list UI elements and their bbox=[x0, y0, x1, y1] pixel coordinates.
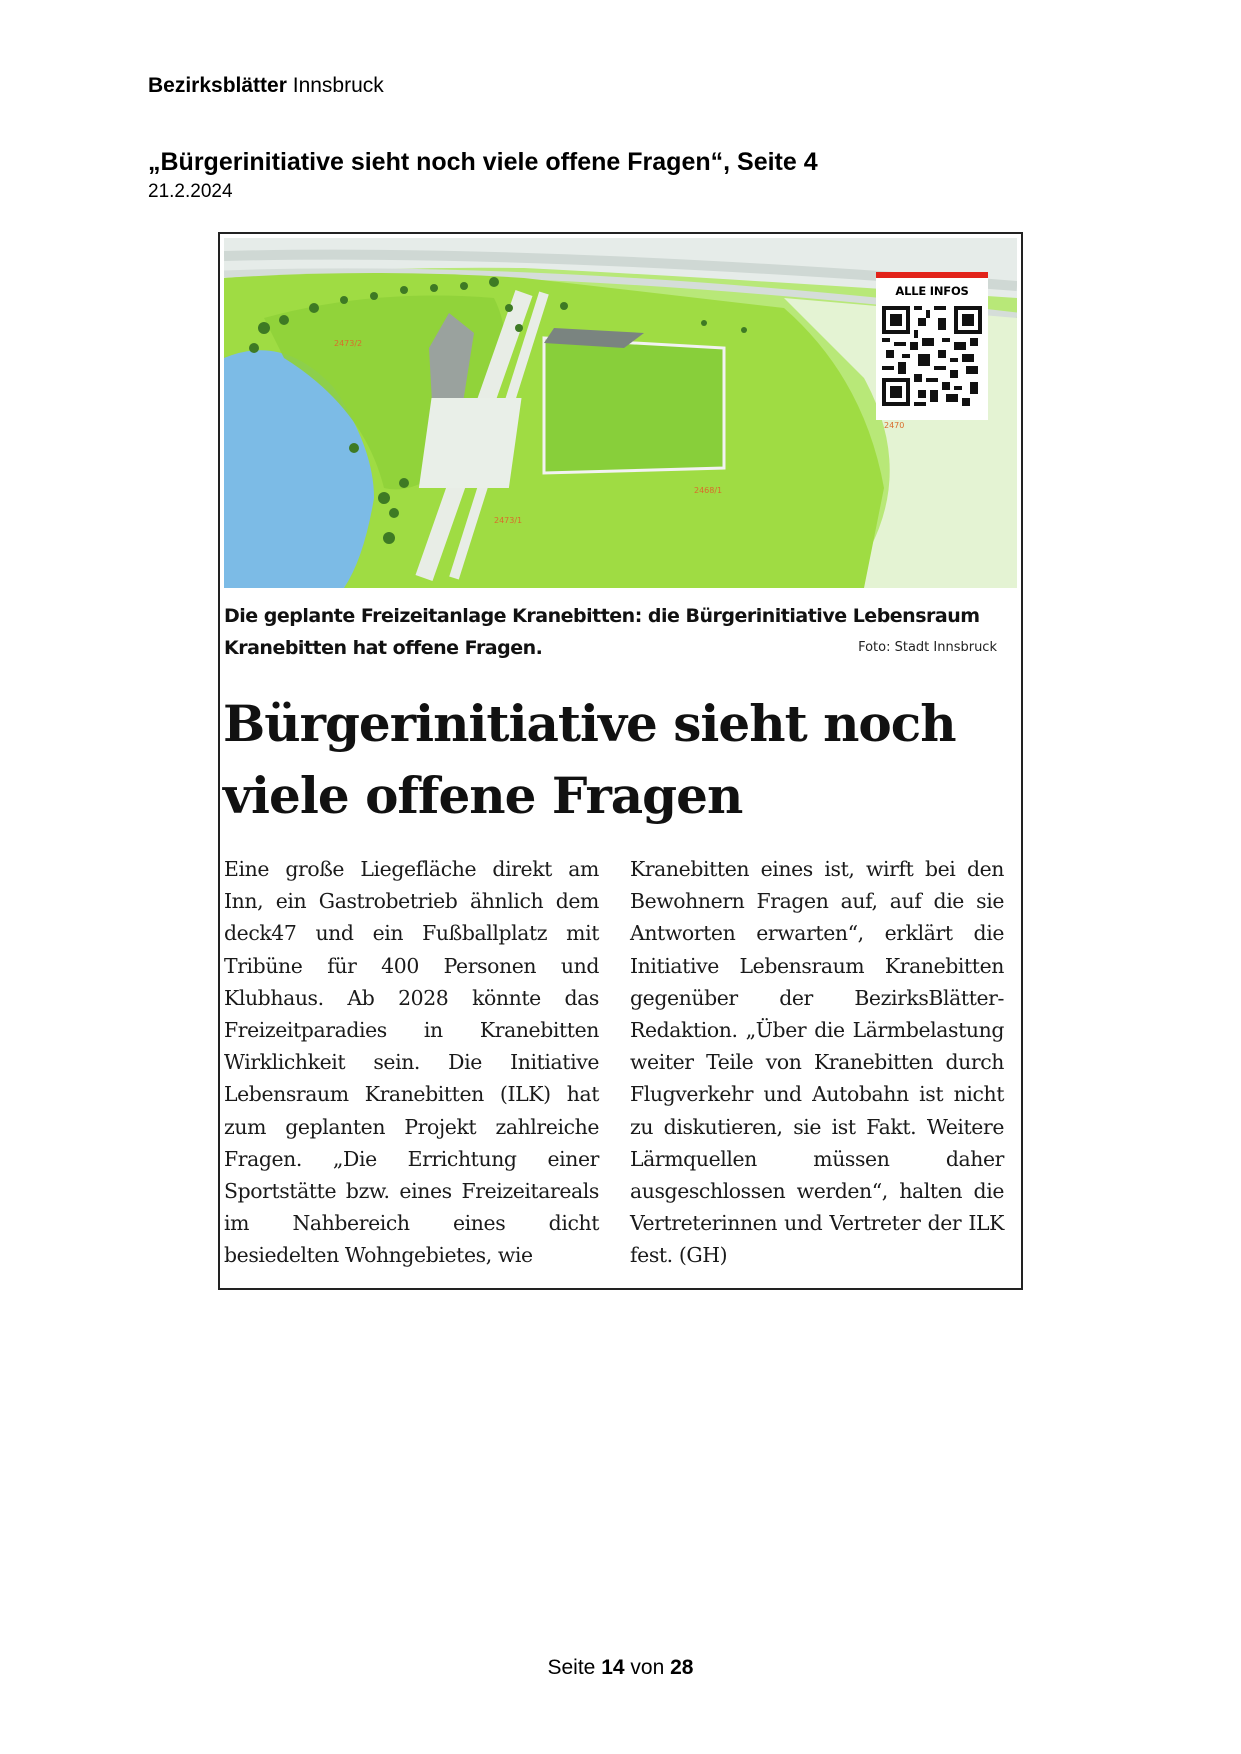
photo-credit: Foto: Stadt Innsbruck bbox=[858, 640, 997, 655]
article-headline: Bürgerinitiative sieht noch viele offene Fragen bbox=[223, 694, 956, 825]
article-body-right: Kranebitten eines ist, wirft bei den Bewohnern Fragen auf, auf die sie Antworten erwarten“, erklärt die Initiative Lebensraum Kranebitten gegenüber der BezirksBlätter-Redaktion. „Über die Lärmbelastung weiter Teile von Kranebitten durch Flugverkehr und Autobahn ist nicht zu diskutieren, sie ist Fakt. Weitere Lärmquellen müssen daher ausgeschlossen werden“, halten die Vertreterinnen und Vertreter der ILK fest. (GH) bbox=[630, 857, 1004, 1268]
footer-page-number: 14 bbox=[601, 1656, 625, 1679]
image-caption: Die geplante Freizeitanlage Kranebitten: die Bürgerinitiative Lebensraum Kranebitten hat offene Fragen. bbox=[224, 605, 980, 659]
page-footer bbox=[0, 1656, 1241, 1680]
map-label-3: 2468/1 bbox=[694, 486, 723, 495]
map-label-1: 2473/2 bbox=[334, 339, 363, 348]
qr-code-box[interactable] bbox=[876, 272, 988, 420]
document-date: 21.2.2024 bbox=[148, 181, 233, 202]
article-body-left: Eine große Liegefläche direkt am Inn, ein Gastrobetrieb ähnlich dem deck47 und ein Fußballplatz mit Tribüne für 400 Personen und Klubhaus. Ab 2028 könnte das Freizeitparadies in Kranebitten Wirklichkeit sein. Die Initiative Lebensraum Kranebitten (ILK) hat zum geplanten Projekt zahlreiche Fragen. „Die Errichtung einer Sportstätte bzw. eines Freizeitareals im Nahbereich eines dicht besiedelten Wohngebietes, wie bbox=[224, 857, 599, 1268]
publication-bold: Bezirksblätter bbox=[148, 74, 287, 97]
footer-page-total: 28 bbox=[670, 1656, 694, 1679]
qr-red-bar bbox=[876, 272, 988, 278]
qr-code-icon bbox=[882, 306, 982, 406]
map-label-2: 2473/1 bbox=[494, 516, 523, 525]
footer-prefix: Seite bbox=[547, 1656, 596, 1679]
publication-city: Innsbruck bbox=[292, 74, 384, 97]
publication-name bbox=[148, 74, 384, 98]
qr-label: ALLE INFOS bbox=[895, 284, 969, 298]
document-title: „Bürgerinitiative sieht noch viele offene Fragen“, Seite 4 bbox=[148, 148, 818, 176]
map-label-4: 2470 bbox=[884, 421, 905, 430]
footer-middle: von bbox=[630, 1656, 665, 1679]
